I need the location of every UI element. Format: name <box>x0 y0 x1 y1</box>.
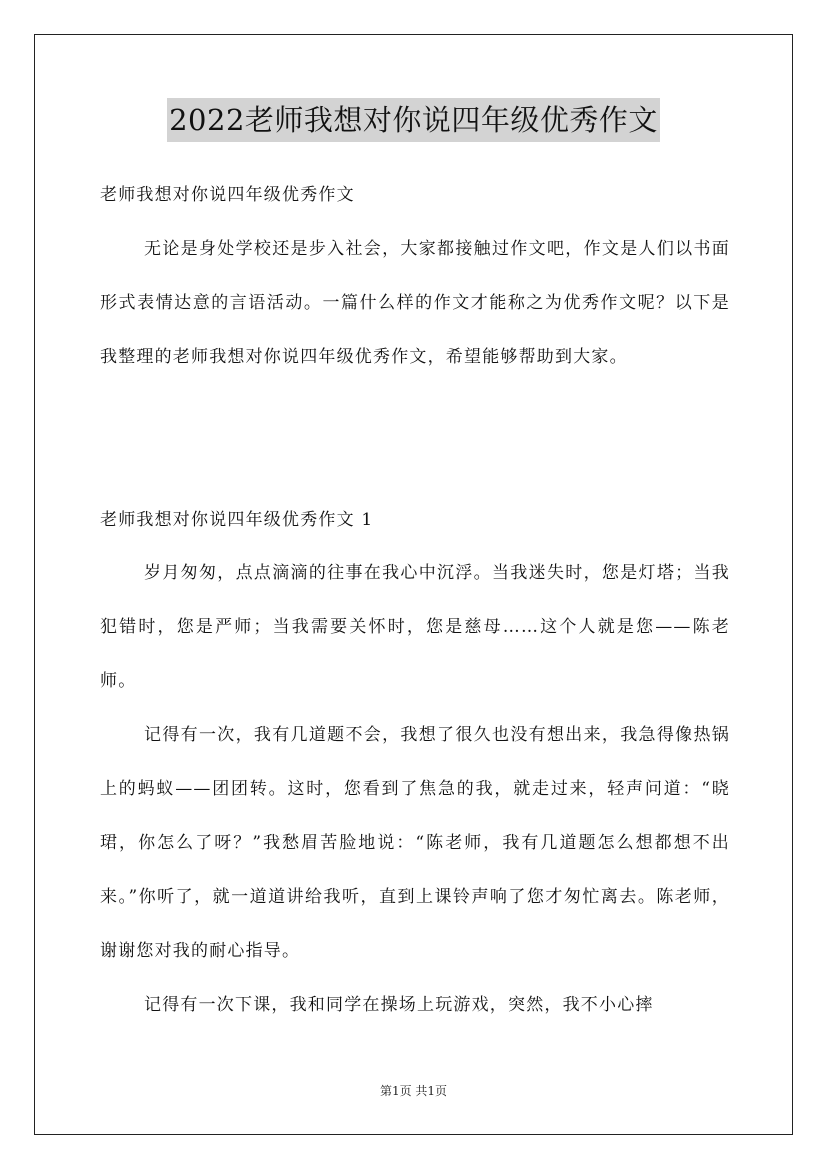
body-paragraph-1: 岁月匆匆，点点滴滴的往事在我心中沉浮。当我迷失时，您是灯塔；当我犯错时，您是严师；当我需要关怀时，您是慈母……这个人就是您——陈老师。 <box>100 563 730 691</box>
body-paragraph-3: 记得有一次下课，我和同学在操场上玩游戏，突然，我不小心摔 <box>144 995 654 1015</box>
intro-paragraph: 无论是身处学校还是步入社会，大家都接触过作文吧，作文是人们以书面形式表情达意的言语活动。一篇什么样的作文才能称之为优秀作文呢？以下是我整理的老师我想对你说四年级优秀作文，希望能够帮助到大家。 <box>100 239 730 367</box>
title-container <box>0 98 827 142</box>
body-paragraphs <box>100 546 730 1032</box>
section-heading: 老师我想对你说四年级优秀作文 1 <box>100 510 374 530</box>
page-footer: 第1页 共1页 <box>379 1084 448 1098</box>
body-paragraph-2: 记得有一次，我有几道题不会，我想了很久也没有想出来，我急得像热锅上的蚂蚁——团团转。这时，您看到了焦急的我，就走过来，轻声问道：“晓珺，你怎么了呀？”我愁眉苦脸地说：“陈老师，我有几道题怎么想都想不出来。”你听了，就一道道讲给我听，直到上课铃声响了您才匆忙离去。陈老师，谢谢您对我的耐心指导。 <box>100 725 730 961</box>
document-title: 2022老师我想对你说四年级优秀作文 <box>167 98 660 142</box>
document-subtitle: 老师我想对你说四年级优秀作文 <box>100 185 355 205</box>
intro-paragraph-container <box>100 222 730 384</box>
